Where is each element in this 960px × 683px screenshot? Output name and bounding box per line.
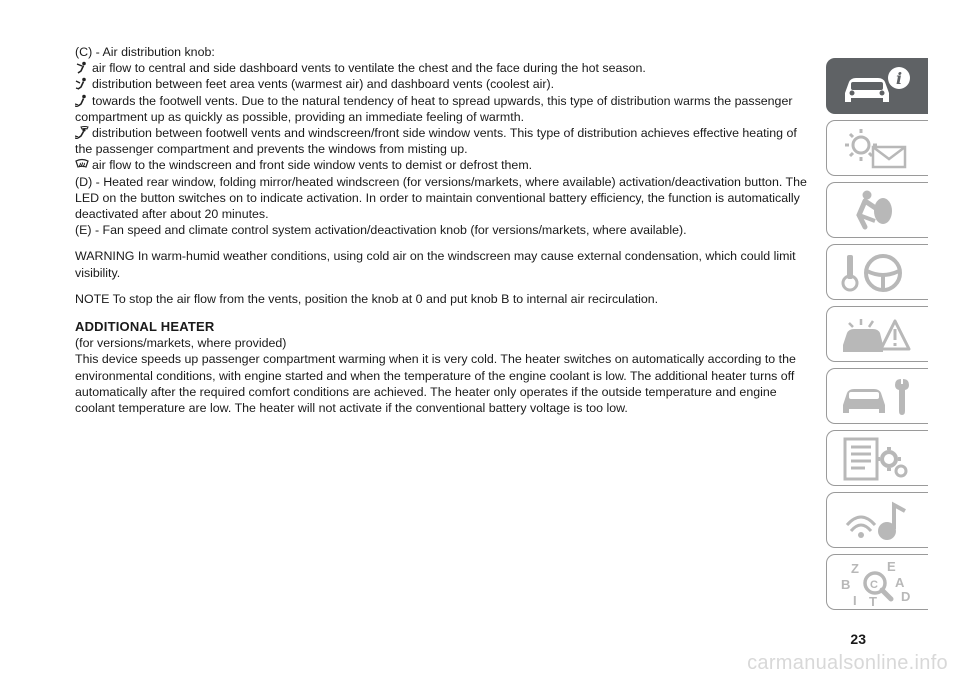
index-letter-d: D [901,589,911,604]
index-letter-a: A [895,575,905,590]
index-letter-z: Z [851,561,859,576]
tab-index[interactable] [826,554,928,610]
warning-lights-messages-icon [837,125,913,173]
manual-text-column [75,44,815,416]
heater-description: This device speeds up passenger compartment warming when it is very cold. The heater switches on automatically according to the environmental conditions, with engine started and when the temperature of the engine coolant is low. The additional heater turns off automatically after the required comfort conditions are achieved. The heater only operates if the outside temperature and engine coolant temperature are low. The heater will not activate if the conventional battery voltage is too low. [75,352,796,416]
multimedia-icon [837,497,913,545]
tab-technical-data[interactable] [826,430,928,486]
tab-car-info[interactable] [826,58,928,114]
tab-multimedia[interactable] [826,492,928,548]
tab-emergency[interactable] [826,306,928,362]
index-letter-b: B [841,577,851,592]
note-paragraph: NOTE To stop the air flow from the vents, position the knob at 0 and put knob B to internal air recirculation. [75,291,659,306]
key-steering-wheel-icon [837,249,913,297]
distribution-feet-dash-item: distribution between feet area vents (warmest air) and dashboard vents (coolest air). [75,76,815,92]
tab-warning-lights[interactable] [826,120,928,176]
index-letter-i: I [853,593,857,607]
index-letter-t: T [869,594,877,607]
tab-starting-driving[interactable] [826,244,928,300]
chapter-tabs-sidebar [826,58,928,610]
fan-speed-knob-description: (E) - Fan speed and climate control system activation/deactivation knob (for versions/markets, where available). [75,223,687,238]
tab-safety[interactable] [826,182,928,238]
windscreen-defrost-icon [75,158,89,171]
distribution-footwell-windscreen-item: distribution between footwell vents and windscreen/front side window vents. This type of distribution achieves effective heating of the passenger compartment and prevents the windows from misting up. [75,126,797,157]
feet-windscreen-vent-icon [75,126,89,139]
section-heading: ADDITIONAL HEATER [75,319,215,335]
svg-text:i: i [895,69,903,88]
face-feet-vent-icon [75,77,89,90]
car-info-icon [837,63,913,111]
page-number: 23 [850,631,866,647]
distribution-chest-face-item: air flow to central and side dashboard vents to ventilate the chest and the face during the hot season. [75,60,815,76]
technical-data-icon [837,435,913,483]
index-letter-c: C [870,579,878,591]
feet-vent-icon [75,94,89,107]
heater-availability: (for versions/markets, where provided) [75,336,287,351]
air-distribution-knob-intro: (C) - Air distribution knob: [75,45,215,59]
rear-window-button-description: (D) - Heated rear window, folding mirror/heated windscreen (for versions/markets, where available) activation/deactivation button. The LED on the button switches on to indicate activation. In order to maintain conventional battery efficiency, the function is automatically deactivated after about 20 minutes. [75,174,807,222]
warning-note: WARNING In warm-humid weather conditions, using cold air on the windscreen may cause external condensation, which could limit visibility. [75,249,796,280]
airbag-safety-icon [837,187,913,235]
car-emergency-icon [837,311,913,359]
index-magnifier-icon [837,559,913,607]
tab-servicing-care[interactable] [826,368,928,424]
index-letter-e: E [887,559,896,574]
distribution-windscreen-item: air flow to the windscreen and front side window vents to demist or defrost them. [75,157,815,173]
distribution-footwell-item: towards the footwell vents. Due to the natural tendency of heat to spread upwards, this type of distribution warms the passenger compartment up as quickly as possible, providing an immediate feeling of warmth. [75,93,793,124]
car-wrench-icon [837,373,913,421]
face-vent-icon [75,61,89,74]
watermark: carmanualsonline.info [747,652,948,674]
